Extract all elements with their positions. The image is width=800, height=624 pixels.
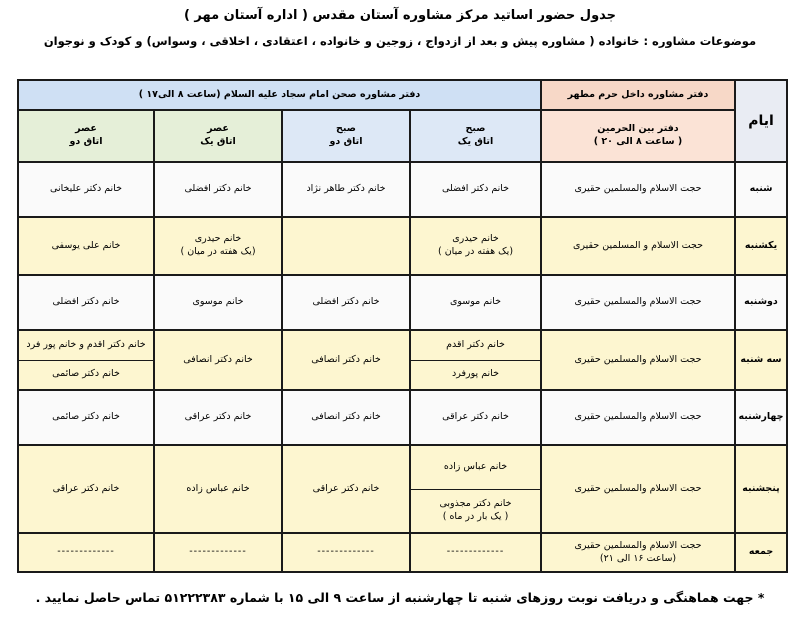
afternoon-room2-cell: ------------- <box>18 533 154 572</box>
morning-room1-cell <box>410 445 541 533</box>
header-sahn-office: دفتر مشاوره صحن امام سجاد علیه السلام (ساعت ۸ الی۱۷ ) <box>18 80 541 110</box>
morning-room1-cell: خانم موسوی <box>410 275 541 330</box>
counselor-name: خانم دکتر صائمی <box>52 368 120 380</box>
afternoon-room2-cell <box>18 330 154 390</box>
header-haram-office: دفتر مشاوره داخل حرم مطهر <box>541 80 735 110</box>
subheader-room1-label: اتاق یک <box>457 136 494 147</box>
haram-cell: حجت الاسلام والمسلمین حقیری <box>541 330 735 390</box>
contact-note: * جهت هماهنگی و دریافت نوبت روزهای شنبه تا چهارشنبه از ساعت ۹ الی ۱۵ با شماره ۵۱۲۲۲۳۸۳ تماس حاصل نمایید . <box>35 590 765 605</box>
page-subtitle: موضوعات مشاوره : خانواده ( مشاوره پیش و بعد از ازدواج ، زوجین و خانواده ، اعتقادی ، اخلاقی ، وسواس) و کودک و نوجوان <box>43 34 757 48</box>
morning-room1-cell <box>410 330 541 390</box>
morning-room2-cell: خانم دکتر عراقی <box>282 445 410 533</box>
afternoon-room2-cell: خانم دکتر صائمی <box>18 390 154 445</box>
afternoon-room2-cell: خانم دکتر علیخانی <box>18 162 154 217</box>
subheader-haram-label: دفتر بین الحرمین <box>597 123 679 135</box>
table-row <box>18 217 787 275</box>
afternoon-room2-cell: خانم دکتر افضلی <box>18 275 154 330</box>
morning-room2-cell: خانم دکتر انصافی <box>282 390 410 445</box>
haram-cell: حجت الاسلام والمسلمین حقیری <box>541 275 735 330</box>
header-days: ایام <box>735 80 787 162</box>
subheader-afternoon-label: عصر <box>75 123 97 135</box>
day-cell: یکشنبه <box>735 217 787 275</box>
subheader-morning-label: صبح <box>336 123 356 135</box>
subheader-morning-room2 <box>282 110 410 162</box>
schedule-note: (یک هفته در میان ) <box>180 246 256 257</box>
counselor-name: خانم دکتر اقدم <box>411 331 540 361</box>
schedule-note: ( یک بار در ماه ) <box>442 510 509 522</box>
counselor-name: خانم دکتر مجذوبی <box>439 497 512 509</box>
subheader-room1-label: اتاق یک <box>200 136 236 147</box>
haram-cell: حجت الاسلام والمسلمین حقیری <box>541 390 735 445</box>
day-cell: سه شنبه <box>735 330 787 390</box>
schedule-table-wrapper <box>17 79 786 571</box>
afternoon-room1-cell: خانم دکتر عراقی <box>154 390 282 445</box>
counselor-name: خانم عباس زاده <box>411 446 540 490</box>
table-row <box>18 445 787 533</box>
afternoon-room1-cell: خانم موسوی <box>154 275 282 330</box>
afternoon-room1-cell: خانم عباس زاده <box>154 445 282 533</box>
table-row <box>18 330 787 390</box>
afternoon-room1-cell <box>154 217 282 275</box>
table-row <box>18 162 787 217</box>
afternoon-room1-cell: ------------- <box>154 533 282 572</box>
day-cell: جمعه <box>735 533 787 572</box>
subheader-room2-label: اتاق دو <box>69 136 103 147</box>
subheader-room2-label: اتاق دو <box>329 136 363 147</box>
morning-room1-cell <box>410 217 541 275</box>
morning-room2-cell: خانم دکتر انصافی <box>282 330 410 390</box>
schedule-note: (یک هفته در میان ) <box>437 246 514 257</box>
haram-cell: حجت الاسلام والمسلمین حقیری <box>541 445 735 533</box>
counselor-name: خانم حیدری <box>194 233 242 245</box>
day-cell: پنجشنبه <box>735 445 787 533</box>
counselor-name: خانم پورفرد <box>452 368 499 380</box>
subheader-morning-label: صبح <box>465 123 486 135</box>
counselor-name: حجت الاسلام والمسلمین حقیری <box>574 539 702 551</box>
subheader-haram-hours: ( ساعت ۸ الی ۲۰ ) <box>593 136 683 147</box>
haram-cell <box>541 533 735 572</box>
morning-room2-cell: خانم دکتر افضلی <box>282 275 410 330</box>
afternoon-room2-cell: خانم دکتر عراقی <box>18 445 154 533</box>
morning-room2-cell: خانم دکتر طاهر نژاد <box>282 162 410 217</box>
afternoon-room2-cell: خانم علی یوسفی <box>18 217 154 275</box>
table-row <box>18 275 787 330</box>
subheader-afternoon-room1 <box>154 110 282 162</box>
morning-room1-cell: خانم دکتر افضلی <box>410 162 541 217</box>
schedule-table <box>17 79 788 573</box>
table-row <box>18 533 787 572</box>
haram-cell: حجت الاسلام و المسلمین حقیری <box>541 217 735 275</box>
table-row <box>18 390 787 445</box>
morning-room1-cell: خانم دکتر عراقی <box>410 390 541 445</box>
subheader-morning-room1 <box>410 110 541 162</box>
counselor-name: خانم دکتر اقدم و خانم پور فرد <box>19 331 153 361</box>
counselor-block <box>411 490 540 533</box>
counselor-name: خانم حیدری <box>452 233 499 245</box>
day-cell: شنبه <box>735 162 787 217</box>
page-title: جدول حضور اساتید مرکز مشاوره آستان مقدس ( اداره آستان مهر ) <box>183 8 617 23</box>
schedule-note: (ساعت ۱۶ الی ۲۱) <box>599 552 677 564</box>
subheader-bein-al-haramein <box>541 110 735 162</box>
day-cell: چهارشنبه <box>735 390 787 445</box>
morning-room2-cell: ------------- <box>282 533 410 572</box>
haram-cell: حجت الاسلام والمسلمین حقیری <box>541 162 735 217</box>
subheader-afternoon-room2 <box>18 110 154 162</box>
morning-room1-cell: ------------- <box>410 533 541 572</box>
day-cell: دوشنبه <box>735 275 787 330</box>
subheader-afternoon-label: عصر <box>207 123 229 135</box>
morning-room2-cell <box>282 217 410 275</box>
afternoon-room1-cell: خانم دکتر افضلی <box>154 162 282 217</box>
afternoon-room1-cell: خانم دکتر انصافی <box>154 330 282 390</box>
